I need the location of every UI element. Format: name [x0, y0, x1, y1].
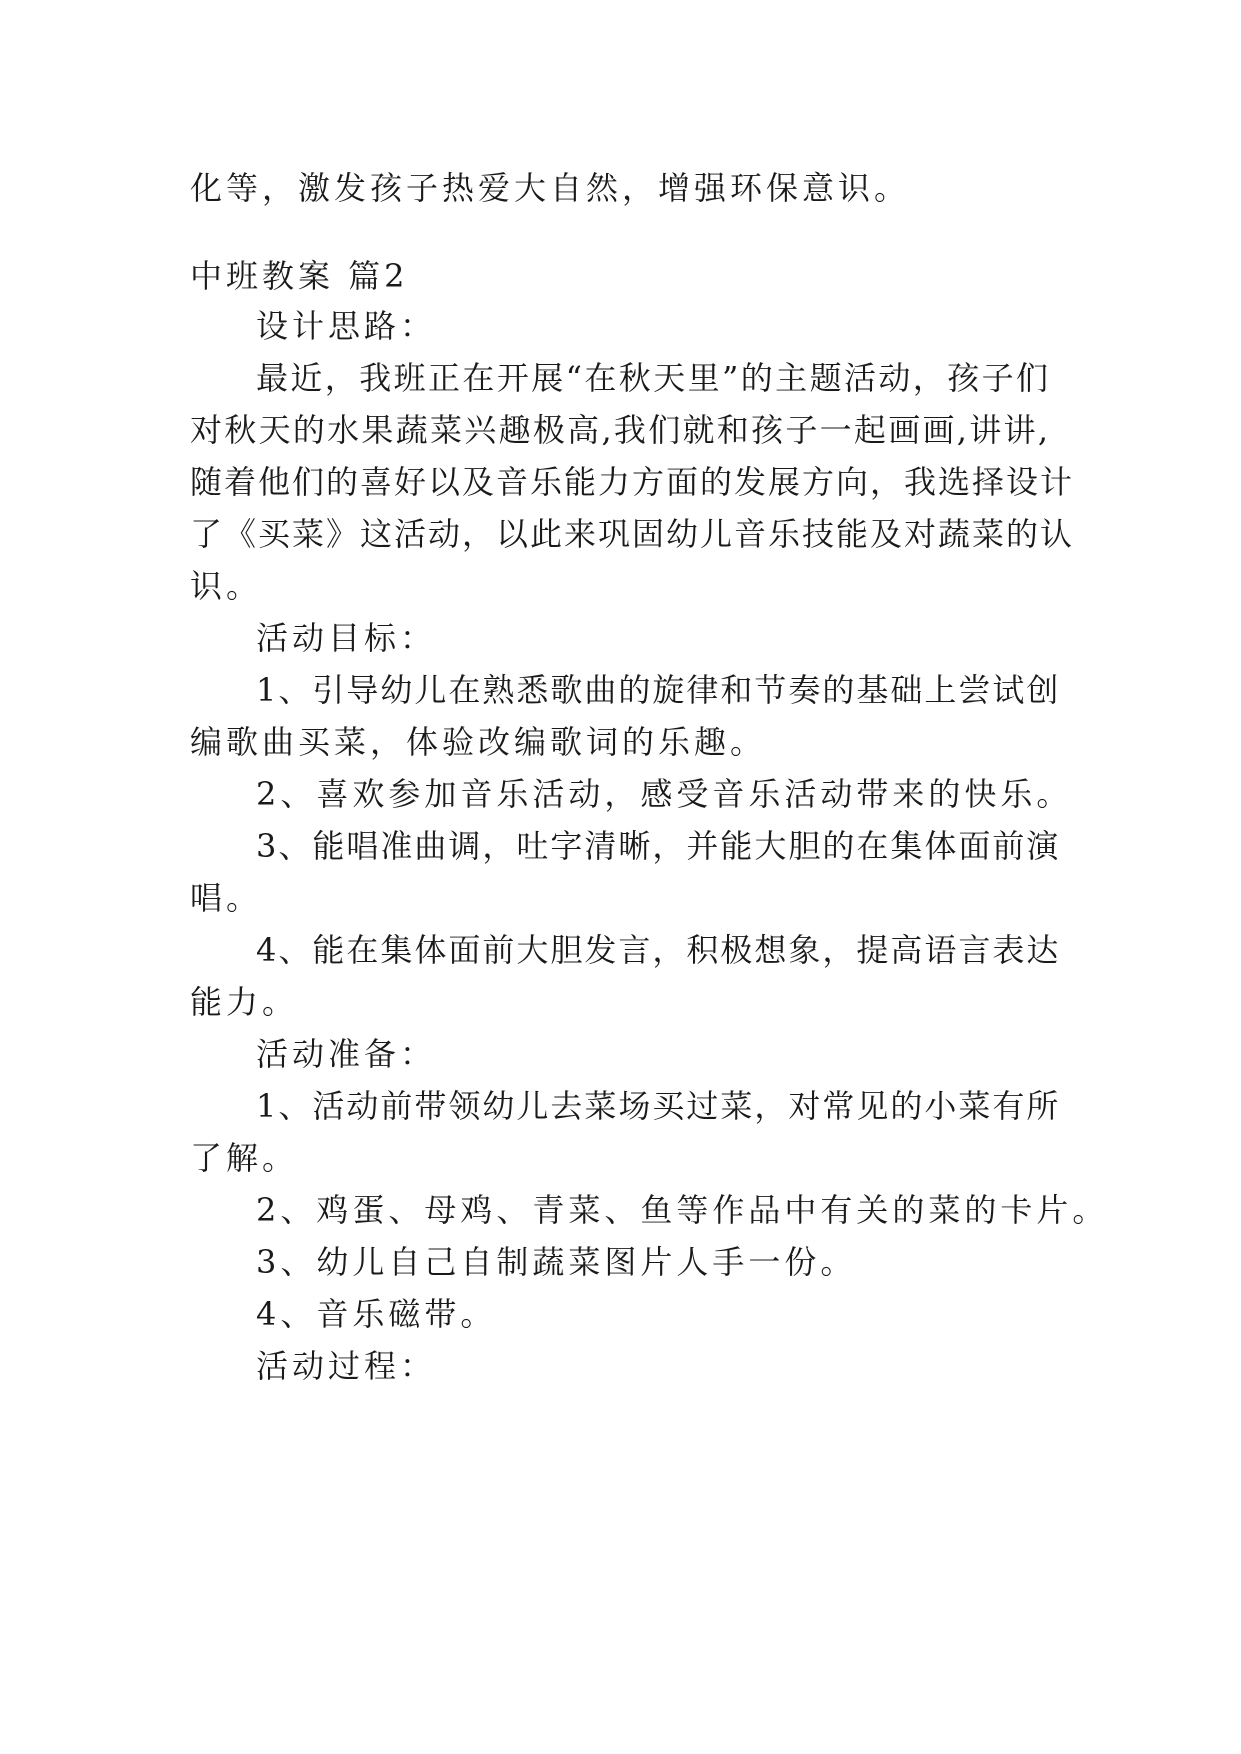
paragraph-line: 随着他们的喜好以及音乐能力方面的发展方向，我选择设计 [190, 463, 1075, 501]
list-item: 1、引导幼儿在熟悉歌曲的旋律和节奏的基础上尝试创 [256, 671, 1061, 709]
list-item: 4、音乐磁带。 [256, 1295, 497, 1333]
paragraph-line: 最近，我班正在开展“在秋天里”的主题活动，孩子们 [256, 359, 1050, 397]
list-item: 3、能唱准曲调，吐字清晰，并能大胆的在集体面前演 [256, 827, 1061, 865]
paragraph-line: 了《买菜》这活动，以此来巩固幼儿音乐技能及对蔬菜的认 [190, 515, 1075, 553]
list-item: 1、活动前带领幼儿去菜场买过菜，对常见的小菜有所 [256, 1087, 1061, 1125]
heading-activity-process: 活动过程： [256, 1347, 437, 1385]
list-item: 3、幼儿自己自制蔬菜图片人手一份。 [256, 1243, 857, 1281]
list-item: 2、鸡蛋、母鸡、青菜、鱼等作品中有关的菜的卡片。 [256, 1191, 1109, 1229]
list-item: 4、能在集体面前大胆发言，积极想象，提高语言表达 [256, 931, 1061, 969]
section-title: 中班教案 篇2 [190, 257, 409, 295]
heading-activity-preparation: 活动准备： [256, 1035, 437, 1073]
list-item-continuation: 唱。 [190, 879, 263, 917]
list-item-continuation: 编歌曲买菜，体验改编歌词的乐趣。 [190, 723, 767, 761]
list-item-continuation: 能力。 [190, 983, 299, 1021]
list-item: 2、喜欢参加音乐活动，感受音乐活动带来的快乐。 [256, 775, 1073, 813]
paragraph-continuation: 化等，激发孩子热爱大自然，增强环保意识。 [190, 169, 911, 207]
heading-design-idea: 设计思路： [256, 307, 437, 345]
heading-activity-goals: 活动目标： [256, 619, 437, 657]
list-item-continuation: 了解。 [190, 1139, 299, 1177]
paragraph-line: 识。 [190, 567, 263, 605]
paragraph-line: 对秋天的水果蔬菜兴趣极高,我们就和孩子一起画画,讲讲, [190, 411, 1050, 449]
